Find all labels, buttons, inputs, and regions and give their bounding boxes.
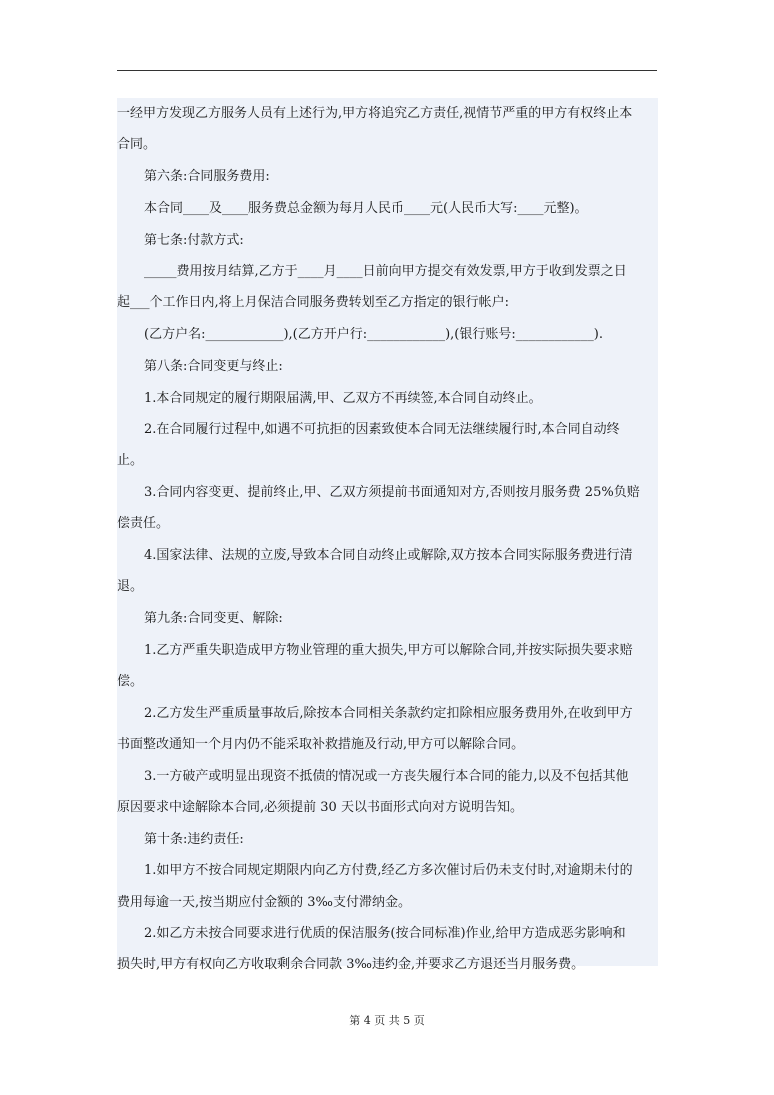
text-line: 偿。 [117,674,144,689]
text-line: 2.在合同履行过程中,如遇不可抗拒的因素致使本合同无法继续履行时,本合同自动终 [144,422,620,437]
text-line: 1.乙方严重失职造成甲方物业管理的重大损失,甲方可以解除合同,并按实际损失要求赔 [144,643,633,658]
section-heading: 第七条:付款方式: [144,233,244,248]
text-line: 一经甲方发现乙方服务人员有上述行为,甲方将追究乙方责任,视情节严重的甲方有权终止本 [117,106,633,121]
document-body [117,98,658,972]
text-line: 3.合同内容变更、提前终止,甲、乙双方须提前书面通知对方,否则按月服务费 25%负赔 [144,485,640,500]
text-line: 1.如甲方不按合同规定期限内向乙方付费,经乙方多次催讨后仍未支付时,对逾期未付的 [144,863,633,878]
text-line: 4.国家法律、法规的立废,导致本合同自动终止或解除,双方按本合同实际服务费进行清 [144,548,633,563]
section-heading: 第八条:合同变更与终止: [144,359,283,374]
text-line: _____费用按月结算,乙方于____月____日前向甲方提交有效发票,甲方于收到发票之日 [144,264,627,279]
text-line: 合同。 [117,137,157,152]
text-line: 1.本合同规定的履行期限届满,甲、乙双方不再续签,本合同自动终止。 [144,391,542,406]
text-line: (乙方户名:____________),(乙方开户行:____________),(银行账号:____________). [144,327,603,342]
text-line: 偿责任。 [117,516,170,531]
text-line: 退。 [117,579,144,594]
text-line: 3.一方破产或明显出现资不抵债的情况或一方丧失履行本合同的能力,以及不包括其他 [144,769,629,784]
text-line: 2.如乙方未按合同要求进行优质的保洁服务(按合同标准)作业,给甲方造成恶劣影响和 [144,926,626,941]
text-line: 损失时,甲方有权向乙方收取剩余合同款 3‰违约金,并要求乙方退还当月服务费。 [117,957,585,972]
text-line: 费用每逾一天,按当期应付金额的 3‰支付滞纳金。 [117,895,411,910]
page-number: 第 4 页 共 5 页 [349,1014,425,1027]
section-heading: 第六条:合同服务费用: [144,169,270,184]
text-line: 原因要求中途解除本合同,必须提前 30 天以书面形式向对方说明告知。 [117,800,523,815]
section-heading: 第九条:合同变更、解除: [144,611,283,626]
text-line: 书面整改通知一个月内仍不能采取补救措施及行动,甲方可以解除合同。 [117,737,525,752]
text-line: 止。 [117,453,144,468]
text-line: 2.乙方发生严重质量事故后,除按本合同相关条款约定扣除相应服务费用外,在收到甲方 [144,706,633,721]
text-line: 起___个工作日内,将上月保洁合同服务费转划至乙方指定的银行帐户: [117,295,510,310]
text-line: 本合同____及____服务费总金额为每月人民币____元(人民币大写:____元整)。 [144,201,588,216]
header-rule [117,70,657,71]
section-heading: 第十条:违约责任: [144,832,244,847]
